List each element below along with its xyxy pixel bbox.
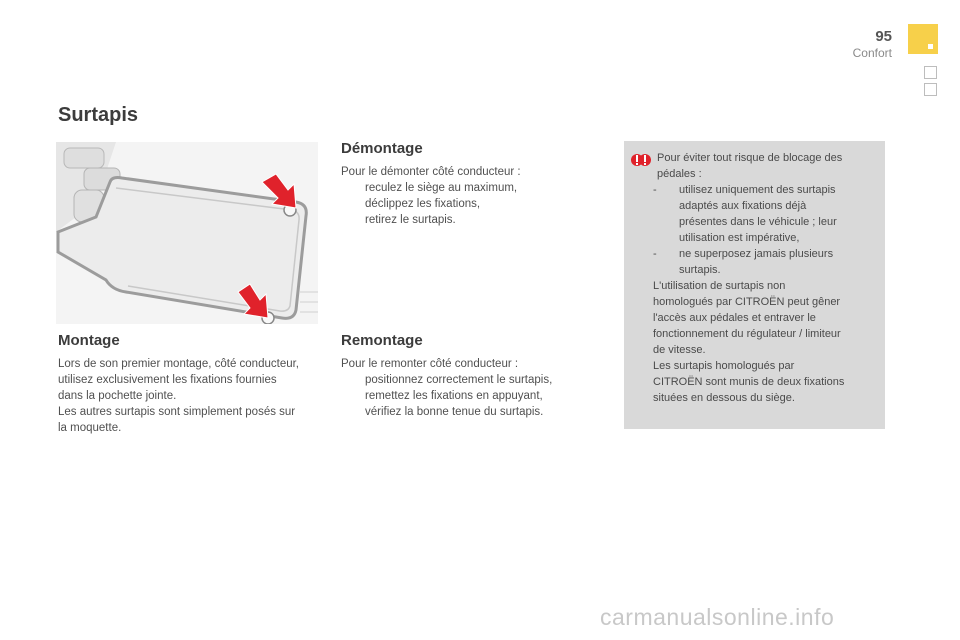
demontage-text: [341, 164, 601, 228]
text-line: utilisez exclusivement les fixations fournies: [58, 374, 277, 386]
floor-mat-illustration: [56, 142, 318, 324]
list-item: remettez les fixations en appuyant,: [365, 390, 543, 402]
montage-heading: Montage: [58, 332, 120, 349]
text-line: Lors de son premier montage, côté conducteur,: [58, 358, 300, 370]
list-item: positionnez correctement le surtapis,: [365, 374, 553, 386]
warning-box: [624, 141, 885, 429]
page-number: 95: [875, 28, 892, 45]
list-item: - ne superposez jamais plusieurs surtapis.: [653, 248, 834, 276]
chapter-tab-empty: [924, 66, 937, 79]
montage-text: [58, 356, 328, 436]
list-item: vérifiez la bonne tenue du surtapis.: [365, 406, 544, 418]
remontage-heading: Remontage: [341, 332, 423, 349]
text-line: pédales :: [657, 168, 702, 180]
section-label: Confort: [852, 46, 892, 60]
text-line: Pour éviter tout risque de blocage des: [657, 152, 843, 164]
chapter-tab-empty: [924, 83, 937, 96]
list-item: reculez le siège au maximum,: [365, 182, 518, 194]
intro-text: Pour le remonter côté conducteur :: [341, 358, 519, 370]
watermark: carmanualsonline.info: [600, 604, 835, 630]
list-item: déclippez les fixations,: [365, 198, 481, 210]
chapter-tab: [908, 24, 938, 54]
remontage-text: [341, 356, 611, 420]
text-line: dans la pochette jointe.: [58, 390, 177, 402]
intro-text: Pour le démonter côté conducteur :: [341, 166, 521, 178]
warning-paragraph: L'utilisation de surtapis non homologués par CITROËN peut gêner l'accès aux pédales et entraver le fonctionnement du régulateur / limiteur de vitesse. Les surtapis homologués par CITROËN sont munis de deux fixations situées en dessous du siège.: [653, 280, 845, 404]
list-item: - utilisez uniquement des surtapis adaptés aux fixations déjà présentes dans le véhicule ; leur utilisation est impérative,: [653, 184, 837, 244]
text-line: la moquette.: [58, 422, 122, 434]
warning-list: [631, 182, 879, 406]
demontage-heading: Démontage: [341, 140, 423, 157]
warning-text: [657, 150, 879, 182]
text-line: Les autres surtapis sont simplement posés sur: [58, 406, 296, 418]
list-item: retirez le surtapis.: [365, 214, 456, 226]
page-title: Surtapis: [58, 104, 139, 126]
